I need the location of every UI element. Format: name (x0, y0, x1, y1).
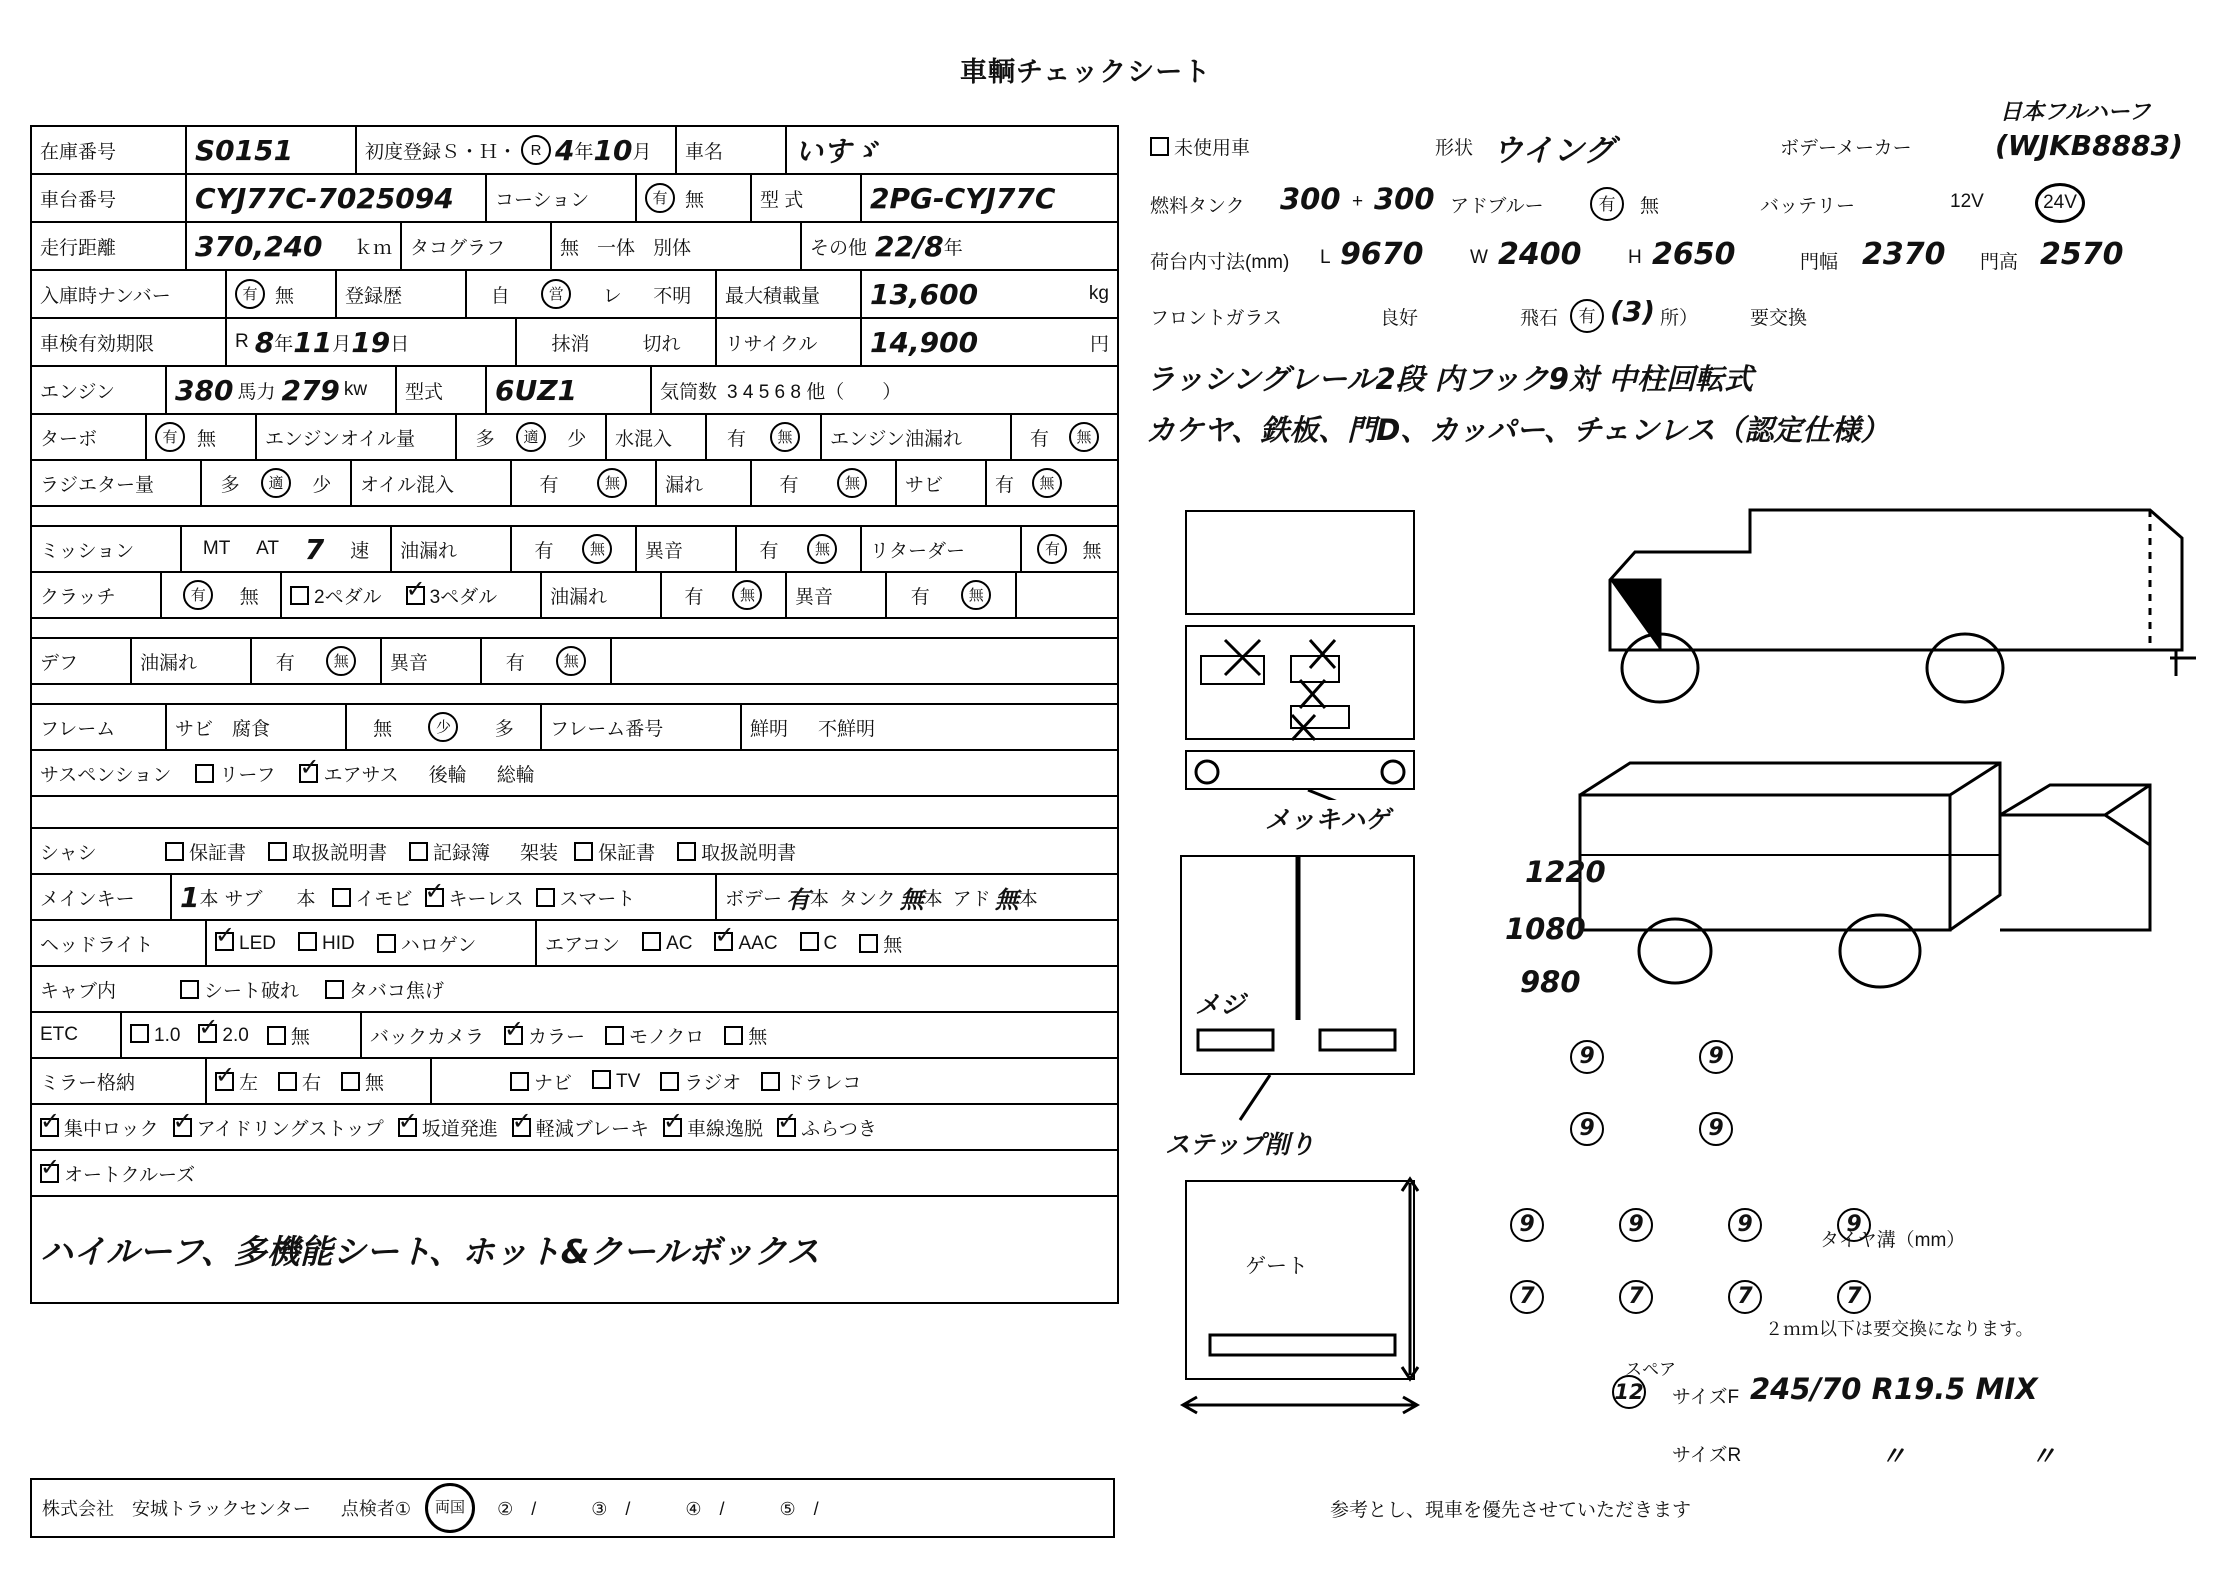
inspector-3: ③ / (591, 1499, 631, 1519)
dim-W-label: W (1470, 247, 1488, 268)
table-row (32, 271, 1117, 319)
stock-no-label: 在庫番号 (32, 127, 187, 173)
front-glass-chip: 飛石 (1520, 308, 1559, 329)
table-row (32, 705, 1117, 751)
rear-door-detail (1180, 855, 1420, 1080)
mileage-value: 370,240 ｋｍ (187, 223, 402, 269)
checkbox[interactable] (165, 842, 184, 861)
cargo-dimensions-row (1140, 237, 2190, 277)
size-rear-label: サイズR (1672, 1445, 1742, 1466)
caution-label: コーション (487, 175, 637, 221)
table-row (32, 461, 1117, 507)
battery-12v: 12V (1950, 191, 1984, 212)
frame-no-options: 鮮明 不鮮明 (750, 718, 876, 740)
height-1080: 1080 (1505, 912, 1586, 946)
table-row (32, 1105, 1117, 1151)
checkbox[interactable] (761, 1072, 780, 1091)
spacer-row (32, 685, 1117, 705)
front-glass-replace: 要交換 (1750, 308, 1808, 329)
checkbox[interactable] (605, 1026, 624, 1045)
gate-label: ゲート (1245, 1255, 1308, 1278)
radiator-label: ラジエター量 (32, 461, 202, 505)
size-front-label: サイズF (1672, 1387, 1740, 1408)
checkbox[interactable] (1150, 137, 1169, 156)
tire-row (1570, 1112, 2180, 1146)
leak-options: 有 無 (752, 461, 897, 505)
checkbox-checked[interactable] (425, 888, 444, 907)
mirror-options: ✓ 左 右 無 (207, 1059, 432, 1103)
diff-blank (612, 639, 1117, 683)
front-glass-row (1140, 293, 2190, 333)
shape-value: ウイング (1492, 133, 1615, 169)
mileage-label: 走行距離 (32, 223, 187, 269)
stock-no-value: S0151 (187, 127, 357, 173)
table-row (32, 175, 1117, 223)
checkbox[interactable] (859, 934, 878, 953)
adblue-selected: 有 (1590, 187, 1624, 221)
chassis-no-label: 車台番号 (32, 175, 187, 221)
fuel-tank-label: 燃料タンク (1150, 196, 1245, 217)
expiry-options: 抹消 切れ (517, 319, 717, 365)
safety-row: ✓集中ロック ✓ アイドリングストップ ✓ 坂道発進 ✓ 軽減ブレーキ ✓ 車線逸脱 ✓ ふらつき (32, 1105, 1117, 1149)
tire-depth: 9 (1510, 1208, 1544, 1242)
mission-options: MT AT 7 速 (182, 527, 392, 571)
engine-power: 380 馬力 279 kw (167, 367, 397, 413)
tire-depth: 9 (1837, 1208, 1871, 1242)
body-tank-ad-keys: ボデー 有 本 タンク 無 本 アド 無 本 (725, 885, 1038, 914)
memo-block (1140, 357, 2190, 449)
table-row (32, 829, 1117, 875)
model-label: 型 式 (752, 175, 862, 221)
car-name-label: 車名 (677, 127, 787, 173)
fuel-tank-v1: 300 (1280, 182, 1341, 216)
spare-depth: 12 (1612, 1375, 1646, 1409)
dim-W-value: 2400 (1498, 237, 1582, 272)
tire-depth: 9 (1699, 1112, 1733, 1146)
tire-depth: 9 (1570, 1112, 1604, 1146)
checkbox[interactable] (677, 842, 696, 861)
tire-row (1510, 1280, 2180, 1314)
max-load-label: 最大積載量 (717, 271, 862, 317)
gate-height-label: 門高 (1980, 252, 2019, 273)
checkbox[interactable] (332, 888, 351, 907)
inspector-2: ② / (497, 1499, 537, 1519)
adblue-no: 無 (1640, 196, 1660, 217)
diff-noise-options: 有 無 (482, 639, 612, 683)
model-value: 2PG-CYJ77C (870, 181, 1056, 215)
tachograph-options: 無 一体 別体 (552, 223, 802, 269)
checkbox[interactable] (325, 980, 344, 999)
checkbox[interactable] (130, 1024, 149, 1043)
main-key-label: メインキー (32, 875, 172, 919)
memo-line-1: ラッシングレール2段 内フック9対 中柱回転式 (1146, 362, 1754, 396)
page-title: 車輌チェックシート (960, 57, 1212, 87)
height-1220: 1220 (1525, 855, 1606, 889)
retarder-label: リターダー (862, 527, 1022, 571)
max-load-value: 13,600 kg (870, 277, 1109, 311)
cabin-row: キャブ内 シート破れ タバコ焦げ (40, 980, 444, 1002)
tire-depth: 9 (1570, 1040, 1604, 1074)
free-note: ハイルーフ、多機能シート、ホット&クールボックス (40, 1232, 820, 1271)
checkbox[interactable] (592, 1070, 611, 1089)
first-registration: 初度登録Ｓ・Ｈ・ R 4 年 10 月 (357, 127, 677, 173)
inspector-5: ⑤ / (779, 1499, 819, 1519)
battery-label: バッテリー (1760, 196, 1856, 217)
gate-height-dim (1390, 1175, 1440, 1390)
diff-leak-label: 油漏れ (132, 639, 252, 683)
table-row (32, 1197, 1117, 1302)
tire-depth: 7 (1837, 1280, 1871, 1314)
table-row (32, 573, 1117, 619)
frame-rust-label: サビ 腐食 (167, 705, 347, 749)
adblue-label: アドブルー (1450, 196, 1544, 217)
dim-H-label: H (1628, 247, 1642, 268)
clutch-options: 有 無 (162, 573, 282, 617)
checkbox-checked[interactable] (40, 1118, 59, 1137)
mirror-label: ミラー格納 (32, 1059, 207, 1103)
size-front-value: 245/70 R19.5 MIX (1750, 1372, 2038, 1406)
company-name: 株式会社 安城トラックセンター (42, 1499, 311, 1519)
spare-label: スペア (1625, 1360, 1676, 1379)
tire-depth: 7 (1728, 1280, 1762, 1314)
checkbox-checked[interactable] (663, 1118, 682, 1137)
engine-model-value: 6UZ1 (487, 367, 652, 413)
frame-label: フレーム (32, 705, 167, 749)
checkbox[interactable] (409, 842, 428, 861)
spacer-row (32, 619, 1117, 639)
checkbox[interactable] (510, 1072, 529, 1091)
etc-label: ETC (32, 1013, 122, 1057)
table-row (32, 367, 1117, 415)
dim-L-value: 9670 (1340, 237, 1424, 272)
tire-depth: 7 (1619, 1280, 1653, 1314)
checkbox-checked[interactable] (40, 1164, 59, 1183)
checkbox[interactable] (800, 932, 819, 951)
checkbox-checked[interactable] (398, 1118, 417, 1137)
checkbox-checked[interactable] (504, 1026, 523, 1045)
checkbox[interactable] (268, 842, 287, 861)
engine-label: エンジン (32, 367, 167, 413)
front-glass-places: 所） (1660, 308, 1699, 329)
right-panel (1140, 100, 2190, 449)
recycle-label: リサイクル (717, 319, 862, 365)
front-glass-label: フロントガラス (1150, 308, 1282, 329)
checkbox-checked[interactable] (777, 1118, 796, 1137)
table-row (32, 127, 1117, 175)
inspection-expiry-value: R 8 年 11 月 19 日 (227, 319, 517, 365)
meji-annotation: メジ (1195, 990, 1246, 1019)
mission-leak-options: 有 無 (512, 527, 637, 571)
backcamera-options: バックカメラ ✓ カラー モノクロ 無 (362, 1013, 1117, 1057)
table-row (32, 415, 1117, 461)
diff-leak-options: 有 無 (252, 639, 382, 683)
body-shape-row (1140, 100, 2190, 169)
checkbox-checked[interactable] (173, 1118, 192, 1137)
tire-replace-note: ２ｍｍ以下は要交換になります。 (1765, 1319, 2034, 1339)
checkbox[interactable] (724, 1026, 743, 1045)
aircon-options: エアコン AC ✓ AAC C 無 (537, 921, 1117, 965)
checkbox[interactable] (341, 1072, 360, 1091)
checkbox-checked[interactable] (215, 932, 234, 951)
checkbox-checked[interactable] (215, 1072, 234, 1091)
checkbox[interactable] (660, 1072, 679, 1091)
checkbox[interactable] (642, 932, 661, 951)
inspector-stamp: 両国 (425, 1483, 475, 1533)
dim-H-value: 2650 (1652, 237, 1736, 272)
spacer-row (32, 797, 1117, 829)
front-glass-count: (3) (1610, 295, 1656, 328)
checkbox[interactable] (298, 932, 317, 951)
clutch-leak-options: 有 無 (662, 573, 787, 617)
table-row (32, 639, 1117, 685)
table-row (32, 319, 1117, 367)
table-row (32, 1059, 1117, 1105)
tire-groove-label: タイヤ溝（mm） (1820, 1230, 1966, 1251)
selected-option: 有 (645, 183, 675, 213)
shape-label: 形状 (1435, 138, 1474, 159)
reiwa-circle: R (521, 135, 551, 165)
recycle-value: 14,900 円 (870, 325, 1109, 359)
reg-history-label: 登録歴 (337, 271, 467, 317)
mission-label: ミッション (32, 527, 182, 571)
fuel-tank-v2: 300 (1374, 182, 1435, 216)
body-maker-value2: (WJKB8883) (1995, 129, 2183, 162)
frame-rust-options: 無 少 多 (347, 705, 542, 749)
tire-depth: 9 (1619, 1208, 1653, 1242)
clutch-noise-label: 異音 (787, 573, 887, 617)
engine-oil-label: エンジンオイル量 (257, 415, 457, 459)
tachograph-label: タコグラフ (402, 223, 552, 269)
unused-checkbox-label: 未使用車 (1150, 133, 1250, 160)
mission-leak-label: 油漏れ (392, 527, 512, 571)
diff-noise-label: 異音 (382, 639, 482, 683)
size-rear-value-2: 〃 (2030, 1442, 2057, 1472)
checkbox-checked[interactable] (512, 1118, 531, 1137)
mekki-annotation: メッキハゲ (1265, 805, 1391, 834)
inspector-label: 点検者① (340, 1499, 412, 1519)
suspension-row: サスペンション リーフ ✓ エアサス 後輪 総輪 (32, 751, 1117, 795)
engine-oil-leak-options: 有 無 (1012, 415, 1117, 459)
turbo-options: 有 無 (147, 415, 257, 459)
table-row (32, 527, 1117, 573)
cab-mark-x (1180, 500, 1430, 800)
dim-L-label: L (1320, 247, 1331, 268)
headlight-label: ヘッドライト (32, 921, 207, 965)
step-annotation: ステップ削り (1165, 1130, 1315, 1159)
checkbox[interactable] (574, 842, 593, 861)
engine-model-label: 型式 (397, 367, 487, 413)
mission-noise-options: 有 無 (737, 527, 862, 571)
disclaimer-note: 参考とし、現車を優先させていただきます (1330, 1500, 1692, 1521)
water-mix-options: 有 無 (707, 415, 822, 459)
mission-noise-label: 異音 (637, 527, 737, 571)
rust-options: 有 無 (987, 461, 1117, 505)
table-row (32, 921, 1117, 967)
tire-row (1570, 1040, 2180, 1074)
memo-line-2: カケヤ、鉄板、門D、カッパー、チェンレス（認定仕様） (1146, 413, 1890, 447)
table-row (32, 1151, 1117, 1197)
checkbox-checked[interactable] (714, 932, 733, 951)
clutch-blank (1017, 573, 1117, 617)
tire-depth: 9 (1728, 1208, 1762, 1242)
engine-oil-leak-label: エンジン油漏れ (822, 415, 1012, 459)
table-row (32, 875, 1117, 921)
checkbox[interactable] (195, 764, 214, 783)
leak-label: 漏れ (657, 461, 752, 505)
chassis-docs-row: シャシ 保証書 取扱説明書 記録簿 架装 保証書 取扱説明書 (40, 842, 797, 864)
truck-side-view-bottom (1560, 755, 2200, 1015)
truck-side-view-top (1510, 490, 2200, 720)
inspection-expiry-label: 車検有効期限 (32, 319, 227, 365)
checkbox-checked[interactable] (299, 764, 318, 783)
entry-number-options: 有 無 (227, 271, 337, 317)
body-maker-value1: 日本フルハーフ (2000, 100, 2151, 125)
size-rear-value-1: 〃 (1880, 1442, 1907, 1472)
gate-width-label: 門幅 (1800, 252, 1839, 273)
etc-options: 1.0 ✓ 2.0 無 (122, 1013, 362, 1057)
key-options: 1 本 サブ 本 イモビ ✓ キーレス スマート (172, 875, 717, 919)
table-row (32, 223, 1117, 271)
retarder-options: 有 無 (1022, 527, 1117, 571)
cylinders: 気筒数 3 4 5 6 8 他（ ） (660, 381, 902, 403)
front-glass-good: 良好 (1380, 308, 1419, 329)
spacer-row (32, 507, 1117, 527)
entry-number-label: 入庫時ナンバー (32, 271, 227, 317)
checkbox-checked[interactable] (406, 586, 425, 605)
table-row (32, 751, 1117, 797)
water-mix-label: 水混入 (607, 415, 707, 459)
car-name-value: いすゞ (795, 135, 880, 168)
audio-options: ナビ TV ラジオ ドラレコ (432, 1059, 1117, 1103)
engine-oil-options: 多 適 少 (457, 415, 607, 459)
checkbox[interactable] (180, 980, 199, 999)
checkbox[interactable] (377, 934, 396, 953)
frame-no-label: フレーム番号 (542, 705, 742, 749)
clutch-pedal-options: 2ペダル ✓ 3ペダル (282, 573, 542, 617)
checkbox-checked[interactable] (198, 1024, 217, 1043)
gate-height-value: 2570 (2040, 237, 2124, 272)
gate-width-dim (1175, 1385, 1425, 1425)
gate-width-value: 2370 (1862, 237, 1946, 272)
cargo-dim-label: 荷台内寸法(mm) (1150, 252, 1290, 273)
table-row (32, 967, 1117, 1013)
rust-label: サビ (897, 461, 987, 505)
front-glass-has: 有 (1570, 299, 1604, 333)
tire-depth: 9 (1699, 1040, 1733, 1074)
checkbox[interactable] (536, 888, 555, 907)
inspector-4: ④ / (685, 1499, 725, 1519)
chassis-no-value: CYJ77C-7025094 (187, 175, 487, 221)
other-value: その他 22/8 年 (810, 229, 963, 263)
clutch-noise-options: 有 無 (887, 573, 1017, 617)
diff-label: デフ (32, 639, 132, 683)
body-maker-label: ボデーメーカー (1780, 138, 1912, 159)
tire-depth-grid (1519, 1040, 2180, 1314)
oil-mix-options: 有 無 (512, 461, 657, 505)
table-row (32, 1013, 1117, 1059)
headlight-options: ✓ LED HID ハロゲン (207, 921, 537, 965)
clutch-leak-label: 油漏れ (542, 573, 662, 617)
vehicle-info-table (30, 125, 1119, 1304)
plus-sign: + (1352, 191, 1364, 212)
checkbox[interactable] (290, 586, 309, 605)
oil-mix-label: オイル混入 (352, 461, 512, 505)
caution-options: 有 無 (637, 175, 752, 221)
reg-history-options: 自 営 レ 不明 (467, 271, 717, 317)
checkbox[interactable] (267, 1026, 286, 1045)
checkbox[interactable] (278, 1072, 297, 1091)
tire-depth: 7 (1510, 1280, 1544, 1314)
gate-detail (1185, 1180, 1420, 1385)
height-980: 980 (1520, 965, 1581, 999)
cruise-row: ✓オートクルーズ (32, 1151, 1117, 1195)
turbo-label: ターボ (32, 415, 147, 459)
radiator-options: 多 適 少 (202, 461, 352, 505)
clutch-label: クラッチ (32, 573, 162, 617)
sheet-footer (30, 1478, 1115, 1538)
fuel-tank-row (1140, 181, 2190, 221)
battery-24v-selected: 24V (2035, 183, 2085, 223)
